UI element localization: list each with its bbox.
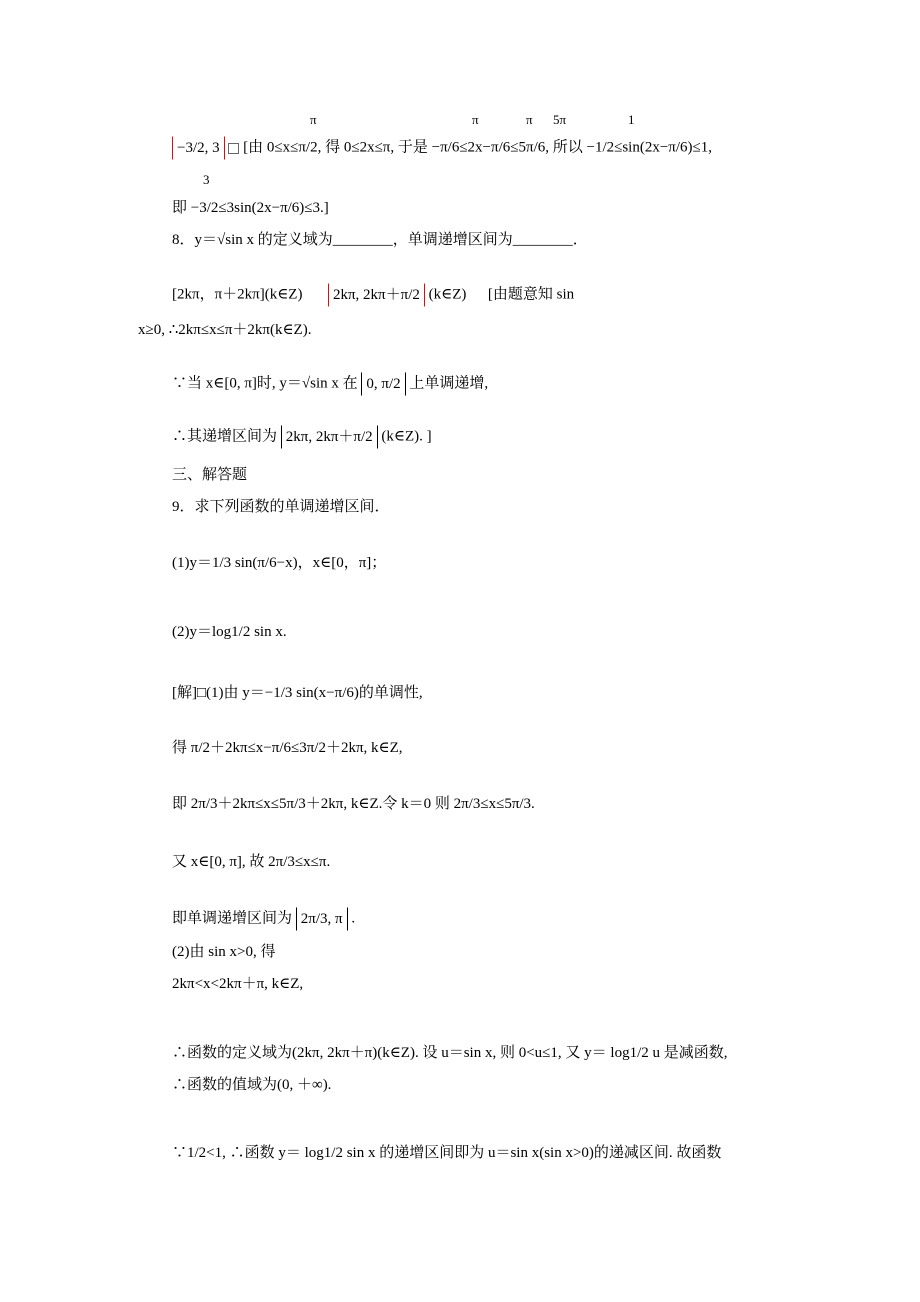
- answer-line-7: [172, 136, 712, 160]
- answer-interval: 2kπ, 2kπ＋π/2: [328, 283, 425, 307]
- solution-text-1: [解]□(1)由 y＝−1/3 sin(x−π/6)的单调性,: [172, 685, 423, 701]
- question-8-text: 8．y＝√sin x 的定义域为________，单调递增区间为________．: [172, 232, 588, 248]
- reasoning-line-3: [172, 372, 488, 396]
- solution-line-4: [172, 852, 330, 872]
- pi-numerator: π: [310, 112, 317, 127]
- reasoning-text-2: x≥0, ∴2kπ≤x≤π＋2kπ(k∈Z).: [138, 322, 312, 338]
- solution-text-8: ∴函数的定义域为(2kπ, 2kπ＋π)(k∈Z). 设 u＝sin x, 则 0<u≤1, 又 y＝ log1/2 u 是减函数,: [172, 1045, 728, 1061]
- one-numerator: 1: [628, 112, 635, 127]
- interval-bracket: 0, π/2: [361, 372, 405, 396]
- reasoning-text-3b: 上单调递增,: [409, 375, 489, 392]
- reasoning-text-3a: ∵当 x∈[0, π]时, y＝√sin x 在: [172, 375, 358, 392]
- solution-line-6: [172, 942, 275, 962]
- answer-bracket: −3/2, 3: [172, 136, 225, 160]
- solution-line-9: [172, 1075, 331, 1095]
- solution-line-1: [172, 683, 423, 703]
- question-9-part-2: [172, 622, 287, 642]
- interval-bracket: 2π/3, π: [296, 907, 348, 931]
- solution-text-4: 又 x∈[0, π], 故 2π/3≤x≤π.: [172, 854, 331, 870]
- solution-text-2: 得 π/2＋2kπ≤x−π/6≤3π/2＋2kπ, k∈Z,: [172, 740, 403, 756]
- solution-line-5: 即单调递增区间为 2π/3, π .: [172, 907, 355, 931]
- reasoning-line-4: [172, 425, 432, 449]
- question-9-part-2-text: (2)y＝log1/2 sin x.: [172, 624, 287, 640]
- reasoning-text-4b: (k∈Z). ]: [381, 428, 432, 445]
- three-numerator: 3: [203, 172, 210, 187]
- question-9: [172, 497, 390, 517]
- conclusion-line: [172, 198, 329, 218]
- question-9-part-1: [172, 553, 386, 573]
- section-heading: [172, 465, 247, 485]
- question-9-part-1-text: (1)y＝1/3 sin(π/6−x)，x∈[0，π]；: [172, 555, 387, 571]
- pi-numerator: π: [472, 112, 479, 127]
- reasoning-start: [由题意知 sin: [487, 286, 575, 303]
- solution-line-10: [172, 1143, 721, 1163]
- question-8: [172, 230, 588, 250]
- solution-line-2: [172, 738, 403, 758]
- placeholder-box-icon: [228, 143, 239, 154]
- reasoning-text-4a: ∴其递增区间为: [172, 428, 278, 445]
- reasoning-text: [由 0≤x≤π/2, 得 0≤2x≤π, 于是 −π/6≤2x−π/6≤5π/6, 所以 −1/2≤sin(2x−π/6)≤1,: [243, 139, 713, 156]
- reasoning-line-2: [138, 320, 311, 340]
- section-heading-text: 三、解答题: [172, 467, 248, 483]
- solution-text-6: (2)由 sin x>0, 得: [172, 944, 276, 960]
- solution-text-3: 即 2π/3＋2kπ≤x≤5π/3＋2kπ, k∈Z.令 k＝0 则 2π/3≤x≤5π/3.: [172, 796, 535, 812]
- solution-text-5: 即单调递增区间为: [172, 910, 293, 927]
- pi-numerator: π: [526, 112, 533, 127]
- solution-line-8: [172, 1043, 728, 1063]
- question-9-text: 9．求下列函数的单调递增区间．: [172, 499, 390, 515]
- question-8-answers: [172, 283, 574, 307]
- conclusion-text: 即 −3/2≤3sin(2x−π/6)≤3.]: [172, 200, 329, 216]
- answer-domain: [2kπ，π＋2kπ](k∈Z): [172, 286, 303, 303]
- solution-text-7: 2kπ<x<2kπ＋π, k∈Z,: [172, 976, 304, 992]
- solution-text-10: ∵1/2<1, ∴函数 y＝ log1/2 sin x 的递增区间即为 u＝sin x(sin x>0)的递减区间. 故函数: [172, 1145, 722, 1161]
- solution-line-3: [172, 794, 535, 814]
- five-pi-numerator: 5π: [553, 112, 567, 127]
- answer-interval-suffix: (k∈Z): [428, 286, 467, 303]
- solution-line-7: [172, 974, 303, 994]
- interval-bracket: 2kπ, 2kπ＋π/2: [281, 425, 378, 449]
- solution-text-9: ∴函数的值域为(0, ＋∞).: [172, 1077, 332, 1093]
